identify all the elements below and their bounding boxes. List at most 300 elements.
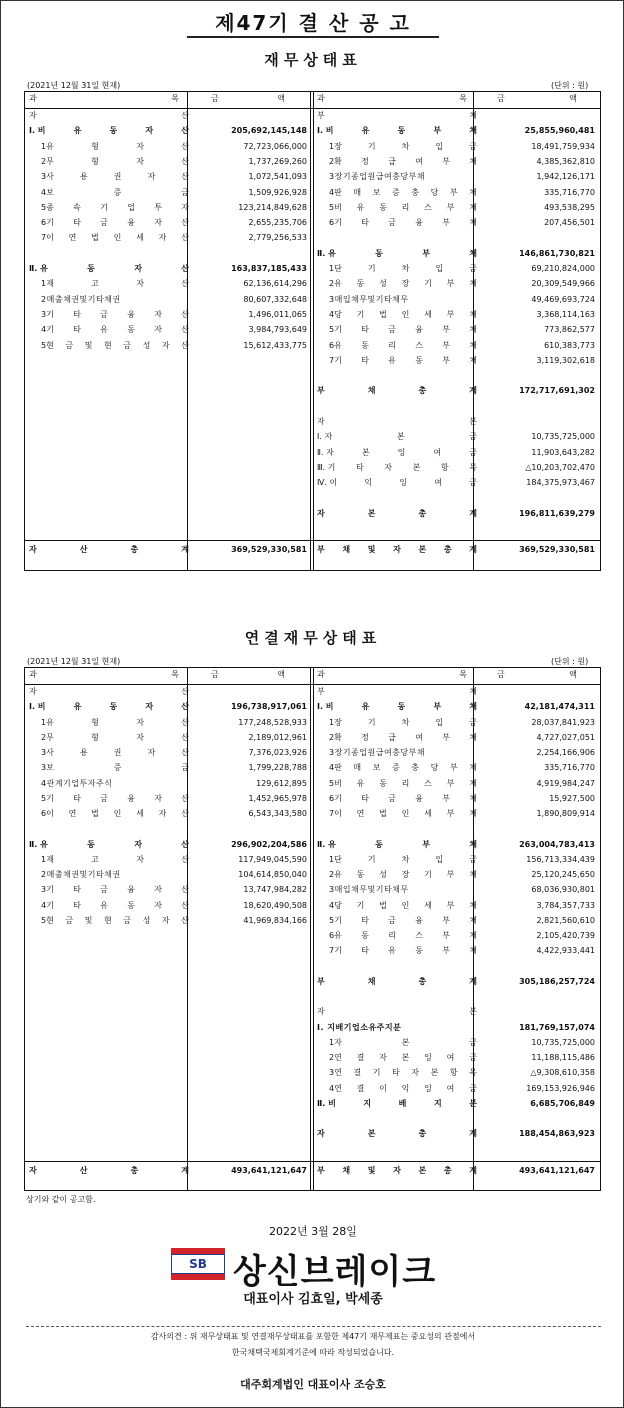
row-label (317, 699, 477, 715)
row-label-part: 2매출채권및기타채권 (41, 870, 121, 879)
table-row (25, 974, 600, 990)
s2-date: (2021년 12월 31일 현재) (27, 657, 121, 666)
row-value: 2,254,166,906 (536, 748, 595, 757)
row-label-part: 유 (361, 126, 370, 136)
row-label-part: 법 (91, 809, 99, 818)
row-label-part: 채 (469, 355, 477, 365)
row-label-part: 채 (469, 839, 477, 849)
table-row (25, 445, 600, 461)
row-label-part: 및 (367, 545, 376, 555)
row-label-part: 자 (317, 417, 325, 426)
row-label-part: 총 (418, 386, 427, 396)
row-label (317, 943, 477, 959)
row-label-part: 리 (388, 931, 396, 940)
row-label-part: 1재 (41, 279, 54, 289)
row-label-part: 매 (353, 763, 362, 773)
section1-title: 재무상태표 (264, 51, 362, 69)
row-label-part: 융 (415, 793, 423, 803)
row-label-part: 1장 (329, 141, 342, 151)
row-label-part: 법 (379, 900, 387, 910)
row-label-part: 동 (87, 839, 95, 849)
row-label-part: 및 (84, 340, 93, 350)
row-value: 1,496,011,065 (248, 309, 307, 319)
row-label-part: 총 (130, 545, 139, 555)
row-label-part: 채 (342, 545, 351, 555)
row-label-part: 3장기종업원급여충당부채 (329, 172, 426, 182)
row-label-part: 4기 (41, 900, 54, 910)
row-label (317, 684, 477, 700)
header-amount-1 (211, 669, 285, 680)
row-label (317, 200, 477, 216)
row-value: 42,181,474,311 (524, 702, 595, 712)
row-value: 129,612,895 (256, 778, 307, 788)
row-value: 123,214,849,628 (238, 202, 307, 212)
row-label-part: 타 (361, 946, 369, 956)
row-label-part: 충 (411, 763, 420, 773)
table-row (25, 200, 600, 216)
row-label (317, 383, 477, 399)
row-label-part: Ⅱ. 유 (317, 248, 336, 258)
s1-unit: (단위 : 원) (551, 81, 589, 90)
row-label-part: 계 (181, 1165, 189, 1175)
row-label-part: 정 (361, 732, 369, 742)
header-amount-label: 금 (211, 94, 219, 103)
row-label-part: 차 (401, 854, 410, 864)
row-label (317, 460, 477, 476)
row-label-part: 산 (181, 793, 189, 803)
row-label-part: 권 (113, 748, 122, 757)
row-label-part: 증 (391, 187, 400, 197)
row-label-part: 2무 (41, 156, 54, 166)
header-amount-label: 금 (211, 670, 219, 679)
row-label-part: 채 (469, 946, 477, 956)
row-label-part: 연 (356, 809, 365, 818)
row-label-part: 4판 (329, 187, 342, 197)
row-label-part: 차 (401, 717, 410, 727)
row-label-part: 산 (181, 340, 189, 350)
row-label-part: Ⅱ. 자 (317, 447, 334, 457)
header-item-label: 목 (171, 670, 179, 679)
row-label-part: 입 (435, 854, 444, 864)
row-label-part: 6기 (41, 218, 54, 228)
row-label (317, 445, 477, 461)
row-label-part: 유 (388, 355, 396, 365)
row-label-part: 6이 (41, 809, 54, 818)
row-label-part: Ⅳ. 이 (317, 478, 338, 488)
row-label-part: 동 (361, 931, 369, 940)
row-label-part: 보 (372, 187, 381, 197)
row-value: 169,153,926,946 (526, 1083, 595, 1093)
row-label-part: 기 (367, 141, 376, 151)
row-label-part: 금 (388, 793, 396, 803)
row-label-part: 차 (401, 264, 410, 273)
row-label-part: 4당 (329, 900, 342, 910)
row-label-part: 2확 (329, 156, 342, 166)
row-label (317, 1126, 477, 1142)
s1-date: (2021년 12월 31일 현재) (27, 81, 121, 90)
row-label-part: 세 (136, 233, 144, 243)
row-label-part: 금 (181, 763, 189, 773)
row-label-part: 금 (65, 915, 74, 925)
table-row (25, 185, 600, 201)
row-label-part: 산 (181, 279, 189, 289)
row-label-part: 동 (127, 325, 135, 335)
row-label-part: Ⅰ. 자 (317, 432, 333, 442)
row-label-part: 자 (154, 218, 162, 228)
row-label-part: 자 (379, 1053, 387, 1062)
row-label-part: 채 (469, 870, 477, 879)
divider (26, 1326, 601, 1327)
header-amount-label: 액 (569, 94, 577, 103)
row-label-part: 부 (446, 870, 455, 879)
company-name: 상신브레이크 (233, 1252, 437, 1292)
row-label-part: 성 (379, 870, 387, 879)
row-label-part: 권 (113, 172, 122, 182)
row-label-part: 본 (412, 462, 421, 472)
row-label-part: 잉 (424, 1083, 432, 1093)
row-label-part: Ⅱ. 유 (317, 839, 336, 849)
row-label (317, 1050, 477, 1066)
row-label-part: 부 (446, 309, 455, 319)
row-label-part: 총 (443, 545, 452, 555)
row-label-part: 세 (424, 309, 432, 319)
row-label-part: 채 (469, 340, 477, 350)
row-label-part: 타 (73, 900, 81, 910)
table-row (25, 542, 600, 558)
row-label-part: 본 (401, 1037, 410, 1047)
row-label-part: 5기 (329, 915, 342, 925)
row-label-part: 타 (355, 462, 364, 472)
row-label-part: 금 (469, 1037, 477, 1047)
row-label-part: 목 (469, 462, 477, 472)
row-label-part: 부 (442, 156, 450, 166)
row-label-part: 4기 (41, 325, 54, 335)
row-label-part: 기 (372, 1068, 381, 1078)
row-label (317, 760, 477, 776)
header-item-2 (317, 93, 467, 104)
row-label-part: 6기 (329, 218, 342, 228)
row-label-part: 금 (469, 478, 477, 488)
row-label-part: 금 (388, 325, 396, 335)
row-value: 2,655,235,706 (248, 218, 307, 228)
row-label-part: 동 (397, 702, 406, 712)
row-label-part: 계 (469, 545, 477, 555)
header-item-label: 과 (317, 670, 325, 679)
row-label-part: 본 (396, 432, 405, 442)
row-label-part: 산 (181, 218, 189, 228)
row-label-part: 급 (388, 156, 396, 166)
row-label-part: 여 (446, 1053, 455, 1062)
table-row (25, 684, 600, 700)
row-label-part: 매 (353, 187, 362, 197)
row-label-part: 본 (418, 1165, 427, 1175)
row-value: 369,529,330,581 (231, 545, 307, 555)
row-label-part: 리 (388, 340, 396, 350)
row-label-part: 채 (469, 111, 477, 120)
row-label (317, 1020, 477, 1036)
row-label (317, 123, 477, 139)
row-label-part: 목 (469, 1068, 477, 1078)
table-row (25, 806, 600, 822)
table-row (25, 230, 600, 246)
row-label (317, 353, 477, 369)
row-label-part: 입 (435, 141, 444, 151)
table-row (25, 1004, 600, 1020)
header-amount-2 (497, 93, 577, 104)
table-row (25, 383, 600, 399)
row-value: 1,942,126,171 (536, 172, 595, 182)
row-label-part: 총 (418, 976, 427, 986)
row-value: 10,735,725,000 (531, 432, 595, 442)
row-value: 18,491,759,934 (531, 141, 595, 151)
row-label-part: 1유 (41, 717, 54, 727)
row-value: 7,376,023,926 (248, 748, 307, 757)
row-label-part: 2유 (329, 870, 342, 879)
row-value: 181,769,157,074 (519, 1022, 595, 1032)
row-label-part: 자 (136, 279, 144, 289)
row-label-part: 여 (415, 732, 423, 742)
row-label-part: 금 (469, 1083, 477, 1093)
row-label (317, 542, 477, 558)
row-label (317, 215, 477, 231)
row-label-part: 타 (73, 325, 81, 335)
row-label-part: 계 (469, 1129, 477, 1139)
row-label-part: 5기 (329, 325, 342, 335)
row-label-part: 부 (317, 111, 325, 120)
row-label (317, 806, 477, 822)
row-label-part: 4보 (41, 187, 54, 197)
row-label-part: 리 (401, 778, 410, 788)
row-label-part: 입 (435, 264, 444, 273)
table-row (25, 169, 600, 185)
table-row (25, 475, 600, 491)
row-label (317, 506, 477, 522)
header-item-2 (317, 669, 467, 680)
row-label-part: 고 (91, 854, 99, 864)
row-value: 117,949,045,590 (238, 854, 307, 864)
row-label-part: 산 (181, 264, 189, 273)
row-label-part: 부 (442, 340, 450, 350)
row-label-part: 당 (430, 763, 439, 773)
row-value: 25,855,960,481 (524, 126, 595, 136)
row-value: 207,456,501 (544, 218, 595, 228)
table-row (25, 928, 600, 944)
row-label-part: 2유 (329, 279, 342, 289)
table-row (25, 246, 600, 262)
row-label-part: 동 (109, 126, 118, 136)
row-label-part: Ⅰ. 비 (317, 702, 334, 712)
row-value: 493,538,295 (544, 202, 595, 212)
row-label-part: 부 (442, 732, 450, 742)
row-value: 1,890,809,914 (536, 809, 595, 818)
row-value: 3,984,793,649 (248, 325, 307, 335)
row-label-part: 부 (422, 839, 430, 849)
row-label-part: 증 (113, 187, 122, 197)
table-row (25, 715, 600, 731)
row-label-part: 산 (181, 809, 189, 818)
company-logo (171, 1246, 461, 1292)
row-label-part: 채 (469, 793, 477, 803)
row-label-part: 자 (317, 1129, 325, 1139)
row-label-part: 현 (103, 340, 112, 350)
row-label-part: 정 (361, 156, 369, 166)
row-label-part: 부 (446, 900, 455, 910)
row-value: 3,119,302,618 (536, 355, 595, 365)
ceo-line: 대표이사 김효일, 박세종 (243, 1292, 383, 1307)
row-label-part: 동 (379, 778, 387, 788)
row-label-part: 3기 (41, 309, 54, 319)
row-label-part: 금 (469, 854, 477, 864)
row-label-part: 부 (317, 687, 325, 696)
row-label-part: 형 (91, 717, 99, 727)
row-label-part: 장 (401, 279, 410, 289)
row-value: 4,919,984,247 (536, 778, 595, 788)
row-label-part: 부 (442, 218, 450, 228)
row-label-part: 산 (181, 687, 189, 696)
row-label-part: 잉 (397, 447, 406, 457)
row-label-part: 세 (424, 900, 432, 910)
row-label-part: 부 (442, 915, 450, 925)
row-label-part: 채 (469, 279, 477, 289)
row-label-part: 자 (29, 687, 37, 696)
row-label-part: 자 (317, 508, 325, 518)
row-label-part: 채 (469, 763, 477, 773)
table-row (25, 154, 600, 170)
row-label-part: 산 (181, 732, 189, 742)
row-label-part: 금 (181, 187, 189, 197)
row-label-part: 부 (442, 793, 450, 803)
row-label-part: 형 (91, 156, 99, 166)
row-label (317, 1035, 477, 1051)
row-label-part: 산 (181, 309, 189, 319)
row-label-part: Ⅰ. 비 (29, 126, 46, 136)
row-value: 104,614,850,040 (238, 870, 307, 879)
row-value: 177,248,528,933 (238, 717, 307, 727)
row-label-part: 자 (161, 340, 170, 350)
row-label-part: 4연 (329, 1083, 342, 1093)
row-label-part: 타 (361, 218, 369, 228)
row-label-part: 스 (415, 340, 423, 350)
table-row (25, 215, 600, 231)
table-row (25, 139, 600, 155)
row-label-part: 자 (134, 264, 142, 273)
consolidated-balance-sheet-table (24, 667, 601, 1191)
row-value: 69,210,824,000 (531, 264, 595, 273)
row-label-part: 법 (379, 309, 387, 319)
row-label (317, 475, 477, 491)
row-value: 163,837,185,433 (231, 264, 307, 273)
row-label-part: 산 (181, 126, 189, 136)
row-label-part: 금 (469, 264, 477, 273)
row-label-part: 여 (446, 1083, 455, 1093)
row-value: 493,641,121,647 (519, 1165, 595, 1175)
row-label-part: 1자 (329, 1037, 342, 1047)
row-label-part: 산 (181, 900, 189, 910)
table-row (25, 414, 600, 430)
row-value: 610,383,773 (544, 340, 595, 350)
table-row (25, 1096, 600, 1112)
row-label-part: 법 (91, 233, 99, 243)
row-label-part: 산 (181, 233, 189, 243)
row-label-part: 당 (430, 187, 439, 197)
s2-unit: (단위 : 원) (551, 657, 589, 666)
row-value: 49,469,693,724 (531, 294, 595, 304)
row-label-part: 지 (363, 1098, 372, 1108)
row-label-part: 4관계기업투자주식 (41, 778, 113, 788)
row-label-part: 타 (73, 218, 81, 228)
row-label-part: 부 (446, 809, 455, 818)
row-label-part: 자 (29, 545, 37, 555)
row-label-part: 7이 (329, 809, 342, 818)
row-label-part: 동 (356, 279, 365, 289)
row-value: 11,903,643,282 (531, 447, 595, 457)
row-label-part: 여 (433, 447, 442, 457)
row-label-part: 인 (401, 309, 410, 319)
row-label-part: 동 (109, 702, 118, 712)
row-label-part: 기 (367, 717, 376, 727)
row-label (317, 292, 477, 308)
table-row (25, 1065, 600, 1081)
header-amount-label: 액 (277, 94, 285, 103)
row-label-part: 및 (84, 915, 93, 925)
row-label-part: Ⅲ. 기 (317, 462, 336, 472)
row-label-part: 인 (113, 233, 122, 243)
row-label-part: 리 (401, 202, 410, 212)
row-label-part: 동 (361, 340, 369, 350)
row-label-part: 자 (29, 111, 37, 120)
row-label-part: 형 (91, 141, 99, 151)
row-value: 296,902,204,586 (231, 839, 307, 849)
row-label-part: 산 (181, 702, 189, 712)
header-item-label: 과 (29, 670, 37, 679)
row-label-part: 기 (424, 870, 432, 879)
row-label-part: 3보 (41, 763, 54, 773)
row-label-part: 2매출채권및기타채권 (41, 294, 121, 304)
row-label-part: 부 (446, 279, 455, 289)
row-value: 41,969,834,166 (243, 915, 307, 925)
row-label-part: 유 (73, 702, 82, 712)
row-label-part: 결 (356, 1053, 365, 1062)
row-label (317, 1004, 477, 1020)
row-label-part: 부 (317, 1165, 325, 1175)
row-label-part: 채 (469, 809, 477, 818)
row-label-part: 부 (446, 202, 455, 212)
row-label-part: 자 (393, 1165, 401, 1175)
row-label-part: 채 (469, 218, 477, 228)
row-label-part: 산 (181, 141, 189, 151)
row-label-part: 2무 (41, 732, 54, 742)
row-label-part: 6유 (329, 931, 342, 940)
row-label-part: 본 (401, 1053, 410, 1062)
header-amount-label: 금 (497, 94, 505, 103)
sb-flag-icon: SB (171, 1248, 225, 1280)
row-label-part: 익 (401, 1083, 410, 1093)
row-value: 11,188,115,486 (531, 1053, 595, 1062)
row-label-part: 유 (361, 702, 370, 712)
row-label (317, 913, 477, 929)
row-label-part: 본 (469, 417, 477, 426)
row-value: 146,861,730,821 (519, 248, 595, 258)
row-value: 20,309,549,966 (531, 279, 595, 289)
table-row (25, 776, 600, 792)
row-label-part: 결 (356, 1083, 365, 1093)
row-label-part: 1단 (329, 264, 342, 273)
row-label (317, 414, 477, 430)
row-label-part: 산 (79, 545, 88, 555)
row-label-part: 용 (79, 172, 88, 182)
table-row (25, 898, 600, 914)
row-label-part: 융 (415, 325, 423, 335)
